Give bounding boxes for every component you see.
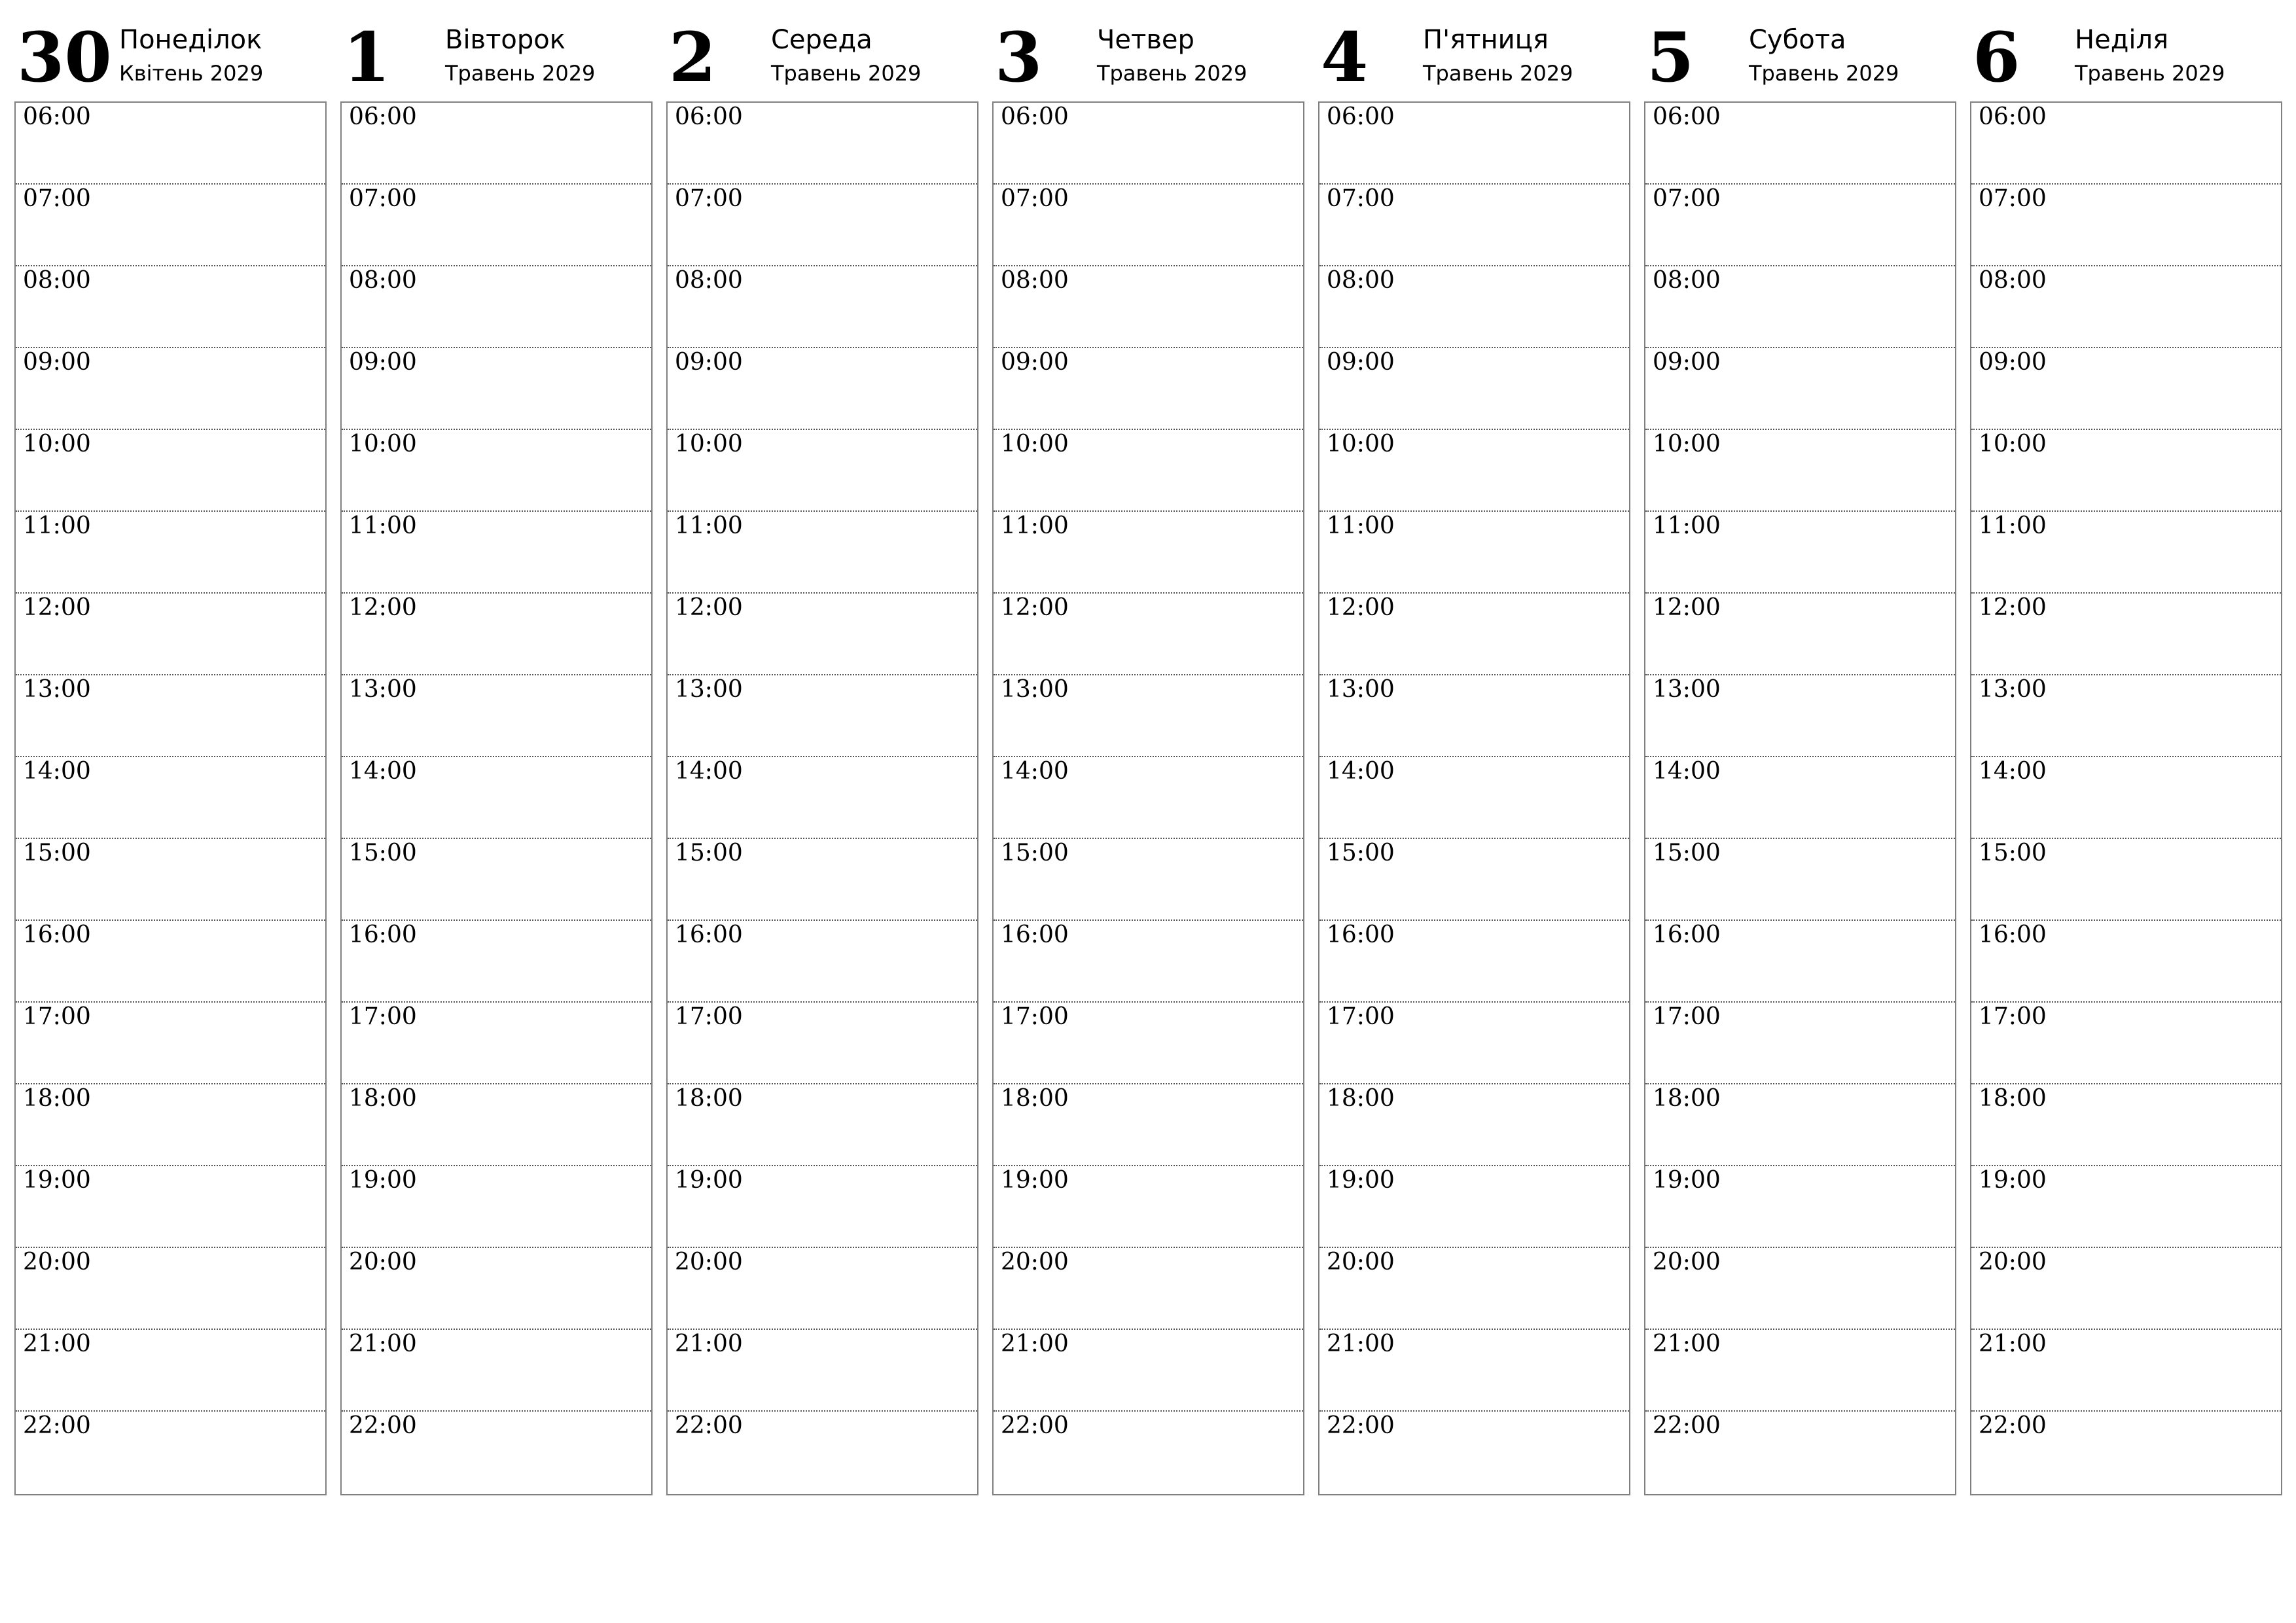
time-slot[interactable] — [1319, 1248, 1629, 1330]
time-slot[interactable] — [16, 103, 325, 185]
time-slot[interactable] — [668, 348, 977, 430]
day-name: Неділя — [2075, 25, 2169, 55]
time-label: 19:00 — [1653, 1167, 1721, 1194]
time-label: 13:00 — [23, 676, 91, 703]
time-label: 15:00 — [1653, 840, 1721, 866]
time-label: 09:00 — [1001, 349, 1069, 376]
time-label: 09:00 — [349, 349, 417, 376]
time-slot[interactable] — [668, 266, 977, 348]
time-slot[interactable] — [16, 675, 325, 757]
day-number: 1 — [343, 17, 391, 98]
time-slot[interactable] — [668, 839, 977, 921]
day-schedule-box — [666, 101, 978, 1495]
time-slot[interactable] — [1319, 757, 1629, 839]
time-label: 20:00 — [349, 1249, 417, 1275]
time-label: 12:00 — [1327, 594, 1395, 621]
time-slot[interactable] — [1971, 1412, 2281, 1493]
time-label: 12:00 — [23, 594, 91, 621]
time-label: 08:00 — [349, 267, 417, 294]
time-slot[interactable] — [1645, 1003, 1955, 1084]
time-label: 06:00 — [1979, 103, 2047, 130]
month-label: Травень 2029 — [2075, 61, 2225, 86]
time-slot[interactable] — [668, 1003, 977, 1084]
time-slot[interactable] — [16, 348, 325, 430]
day-header — [1318, 0, 1630, 101]
time-label: 10:00 — [349, 431, 417, 457]
time-label: 10:00 — [675, 431, 743, 457]
time-slot[interactable] — [16, 921, 325, 1003]
time-slot[interactable] — [1645, 1084, 1955, 1166]
time-slot[interactable] — [342, 103, 651, 185]
time-slot[interactable] — [1645, 1412, 1955, 1493]
time-label: 13:00 — [1979, 676, 2047, 703]
time-label: 07:00 — [1653, 185, 1721, 212]
time-label: 21:00 — [1327, 1330, 1395, 1357]
day-name: Середа — [771, 25, 872, 55]
time-label: 19:00 — [1979, 1167, 2047, 1194]
day-column — [1970, 0, 2282, 1499]
time-slot[interactable] — [16, 266, 325, 348]
time-slot[interactable] — [1645, 1248, 1955, 1330]
day-name: Субота — [1749, 25, 1846, 55]
time-label: 17:00 — [349, 1003, 417, 1030]
time-slot[interactable] — [1319, 1166, 1629, 1248]
time-label: 19:00 — [1327, 1167, 1395, 1194]
time-label: 10:00 — [1653, 431, 1721, 457]
time-label: 20:00 — [675, 1249, 743, 1275]
time-slot[interactable] — [16, 757, 325, 839]
time-label: 15:00 — [675, 840, 743, 866]
time-label: 14:00 — [675, 758, 743, 785]
time-label: 11:00 — [1327, 512, 1395, 539]
time-slot[interactable] — [16, 430, 325, 512]
time-slot[interactable] — [668, 594, 977, 675]
time-label: 14:00 — [1979, 758, 2047, 785]
time-slot[interactable] — [1971, 430, 2281, 512]
time-label: 09:00 — [1653, 349, 1721, 376]
time-slot[interactable] — [1971, 266, 2281, 348]
time-slot[interactable] — [1971, 594, 2281, 675]
time-label: 10:00 — [1001, 431, 1069, 457]
time-slot[interactable] — [1971, 348, 2281, 430]
time-slot[interactable] — [994, 1412, 1303, 1493]
time-label: 07:00 — [1001, 185, 1069, 212]
day-number: 2 — [669, 17, 717, 98]
time-slot[interactable] — [342, 921, 651, 1003]
time-label: 16:00 — [1001, 921, 1069, 948]
time-label: 22:00 — [1001, 1412, 1069, 1439]
day-header — [14, 0, 327, 101]
time-slot[interactable] — [1645, 757, 1955, 839]
time-label: 11:00 — [349, 512, 417, 539]
time-label: 22:00 — [23, 1412, 91, 1439]
day-name: Понеділок — [119, 25, 262, 55]
time-label: 07:00 — [23, 185, 91, 212]
time-label: 14:00 — [1653, 758, 1721, 785]
time-slot[interactable] — [16, 185, 325, 266]
time-slot[interactable] — [1319, 103, 1629, 185]
month-label: Травень 2029 — [1097, 61, 1247, 86]
time-label: 07:00 — [1979, 185, 2047, 212]
time-slot[interactable] — [668, 1248, 977, 1330]
time-slot[interactable] — [1645, 1330, 1955, 1412]
time-slot[interactable] — [668, 103, 977, 185]
time-slot[interactable] — [1645, 266, 1955, 348]
time-label: 22:00 — [1653, 1412, 1721, 1439]
time-slot[interactable] — [1971, 185, 2281, 266]
time-label: 12:00 — [1653, 594, 1721, 621]
time-slot[interactable] — [16, 512, 325, 594]
day-header — [666, 0, 978, 101]
time-label: 10:00 — [1327, 431, 1395, 457]
day-name: П'ятниця — [1423, 25, 1549, 55]
time-label: 18:00 — [1653, 1085, 1721, 1112]
time-label: 09:00 — [675, 349, 743, 376]
time-slot[interactable] — [668, 512, 977, 594]
time-label: 16:00 — [675, 921, 743, 948]
time-label: 16:00 — [1979, 921, 2047, 948]
time-slot[interactable] — [668, 1084, 977, 1166]
time-slot[interactable] — [1971, 1003, 2281, 1084]
month-label: Травень 2029 — [771, 61, 922, 86]
day-schedule-box — [340, 101, 653, 1495]
time-label: 18:00 — [1001, 1085, 1069, 1112]
time-label: 11:00 — [1653, 512, 1721, 539]
day-column — [340, 0, 653, 1499]
time-slot[interactable] — [1971, 839, 2281, 921]
time-slot[interactable] — [16, 839, 325, 921]
day-number: 30 — [17, 17, 112, 98]
time-slot[interactable] — [994, 348, 1303, 430]
time-slot[interactable] — [1319, 594, 1629, 675]
day-header — [1970, 0, 2282, 101]
time-label: 19:00 — [349, 1167, 417, 1194]
time-slot[interactable] — [1319, 675, 1629, 757]
time-label: 12:00 — [1001, 594, 1069, 621]
time-slot[interactable] — [1971, 103, 2281, 185]
time-slot[interactable] — [1971, 921, 2281, 1003]
time-slot[interactable] — [1645, 839, 1955, 921]
time-label: 15:00 — [1327, 840, 1395, 866]
time-slot[interactable] — [1971, 757, 2281, 839]
day-schedule-box — [14, 101, 327, 1495]
time-slot[interactable] — [342, 185, 651, 266]
time-slot[interactable] — [994, 594, 1303, 675]
time-slot[interactable] — [16, 1248, 325, 1330]
time-label: 19:00 — [675, 1167, 743, 1194]
time-label: 07:00 — [675, 185, 743, 212]
time-slot[interactable] — [668, 757, 977, 839]
time-slot[interactable] — [1645, 512, 1955, 594]
day-number: 6 — [1973, 17, 2020, 98]
time-label: 17:00 — [1001, 1003, 1069, 1030]
time-slot[interactable] — [16, 1412, 325, 1493]
time-label: 22:00 — [675, 1412, 743, 1439]
time-label: 18:00 — [349, 1085, 417, 1112]
time-slot[interactable] — [668, 1166, 977, 1248]
day-name: Вівторок — [445, 25, 565, 55]
time-slot[interactable] — [16, 1166, 325, 1248]
day-number: 3 — [995, 17, 1043, 98]
time-label: 14:00 — [349, 758, 417, 785]
time-label: 21:00 — [23, 1330, 91, 1357]
time-slot[interactable] — [994, 1248, 1303, 1330]
time-label: 20:00 — [1653, 1249, 1721, 1275]
time-slot[interactable] — [994, 1003, 1303, 1084]
time-label: 10:00 — [1979, 431, 2047, 457]
time-slot[interactable] — [342, 1084, 651, 1166]
time-slot[interactable] — [994, 1330, 1303, 1412]
time-label: 08:00 — [1327, 267, 1395, 294]
time-slot[interactable] — [342, 512, 651, 594]
time-label: 16:00 — [349, 921, 417, 948]
time-label: 16:00 — [1327, 921, 1395, 948]
day-column — [1318, 0, 1630, 1499]
time-label: 17:00 — [1653, 1003, 1721, 1030]
time-slot[interactable] — [668, 921, 977, 1003]
month-label: Квітень 2029 — [119, 61, 264, 86]
time-label: 17:00 — [1979, 1003, 2047, 1030]
time-label: 12:00 — [675, 594, 743, 621]
time-label: 22:00 — [1327, 1412, 1395, 1439]
time-slot[interactable] — [1319, 1003, 1629, 1084]
time-label: 13:00 — [675, 676, 743, 703]
time-label: 10:00 — [23, 431, 91, 457]
time-label: 14:00 — [1001, 758, 1069, 785]
time-label: 07:00 — [349, 185, 417, 212]
time-slot[interactable] — [342, 1330, 651, 1412]
time-label: 06:00 — [349, 103, 417, 130]
time-slot[interactable] — [1319, 839, 1629, 921]
day-number: 5 — [1647, 17, 1695, 98]
time-slot[interactable] — [994, 1166, 1303, 1248]
time-slot[interactable] — [1645, 185, 1955, 266]
time-slot[interactable] — [342, 348, 651, 430]
time-label: 11:00 — [1979, 512, 2047, 539]
day-number: 4 — [1321, 17, 1369, 98]
time-slot[interactable] — [1319, 430, 1629, 512]
time-label: 08:00 — [675, 267, 743, 294]
time-slot[interactable] — [342, 430, 651, 512]
day-name: Четвер — [1097, 25, 1194, 55]
time-slot[interactable] — [342, 757, 651, 839]
time-label: 14:00 — [23, 758, 91, 785]
time-slot[interactable] — [1645, 675, 1955, 757]
time-label: 13:00 — [1327, 676, 1395, 703]
time-label: 21:00 — [1653, 1330, 1721, 1357]
time-slot[interactable] — [1319, 266, 1629, 348]
day-column — [14, 0, 327, 1499]
time-label: 07:00 — [1327, 185, 1395, 212]
time-slot[interactable] — [1319, 348, 1629, 430]
time-slot[interactable] — [16, 1003, 325, 1084]
time-label: 11:00 — [23, 512, 91, 539]
time-slot[interactable] — [342, 1166, 651, 1248]
time-label: 08:00 — [1653, 267, 1721, 294]
time-label: 12:00 — [1979, 594, 2047, 621]
day-header — [1644, 0, 1956, 101]
time-label: 06:00 — [1653, 103, 1721, 130]
time-label: 11:00 — [675, 512, 743, 539]
time-slot[interactable] — [994, 839, 1303, 921]
time-label: 06:00 — [1327, 103, 1395, 130]
time-slot[interactable] — [994, 1084, 1303, 1166]
time-slot[interactable] — [1319, 1330, 1629, 1412]
time-label: 22:00 — [1979, 1412, 2047, 1439]
time-label: 18:00 — [675, 1085, 743, 1112]
month-label: Травень 2029 — [1423, 61, 1573, 86]
day-header — [340, 0, 653, 101]
time-slot[interactable] — [1645, 348, 1955, 430]
time-slot[interactable] — [342, 594, 651, 675]
time-label: 13:00 — [1653, 676, 1721, 703]
time-slot[interactable] — [1971, 1084, 2281, 1166]
time-slot[interactable] — [1645, 103, 1955, 185]
month-label: Травень 2029 — [1749, 61, 1899, 86]
time-label: 13:00 — [349, 676, 417, 703]
time-slot[interactable] — [1319, 921, 1629, 1003]
time-slot[interactable] — [342, 1248, 651, 1330]
time-slot[interactable] — [16, 1084, 325, 1166]
time-slot[interactable] — [1319, 1412, 1629, 1493]
time-slot[interactable] — [1319, 512, 1629, 594]
time-slot[interactable] — [994, 757, 1303, 839]
time-slot[interactable] — [994, 266, 1303, 348]
time-label: 09:00 — [1979, 349, 2047, 376]
time-label: 15:00 — [349, 840, 417, 866]
time-slot[interactable] — [1971, 1330, 2281, 1412]
day-header — [992, 0, 1304, 101]
time-label: 18:00 — [23, 1085, 91, 1112]
time-label: 21:00 — [1001, 1330, 1069, 1357]
time-slot[interactable] — [1319, 1084, 1629, 1166]
time-label: 21:00 — [1979, 1330, 2047, 1357]
time-slot[interactable] — [1971, 512, 2281, 594]
time-label: 19:00 — [1001, 1167, 1069, 1194]
day-column — [1644, 0, 1956, 1499]
time-label: 21:00 — [349, 1330, 417, 1357]
time-slot[interactable] — [994, 430, 1303, 512]
time-slot[interactable] — [668, 430, 977, 512]
time-slot[interactable] — [1645, 921, 1955, 1003]
time-slot[interactable] — [994, 185, 1303, 266]
time-label: 18:00 — [1327, 1085, 1395, 1112]
time-label: 15:00 — [1001, 840, 1069, 866]
time-label: 20:00 — [23, 1249, 91, 1275]
time-slot[interactable] — [342, 1412, 651, 1493]
time-slot[interactable] — [1971, 1166, 2281, 1248]
time-label: 15:00 — [23, 840, 91, 866]
time-slot[interactable] — [668, 1412, 977, 1493]
time-label: 16:00 — [1653, 921, 1721, 948]
time-slot[interactable] — [668, 1330, 977, 1412]
time-slot[interactable] — [668, 185, 977, 266]
time-slot[interactable] — [994, 921, 1303, 1003]
time-label: 17:00 — [23, 1003, 91, 1030]
day-schedule-box — [1644, 101, 1956, 1495]
time-label: 06:00 — [23, 103, 91, 130]
time-slot[interactable] — [1971, 1248, 2281, 1330]
time-slot[interactable] — [668, 675, 977, 757]
month-label: Травень 2029 — [445, 61, 596, 86]
time-label: 16:00 — [23, 921, 91, 948]
time-label: 09:00 — [23, 349, 91, 376]
time-slot[interactable] — [342, 266, 651, 348]
day-schedule-box — [992, 101, 1304, 1495]
time-label: 08:00 — [1001, 267, 1069, 294]
time-slot[interactable] — [342, 675, 651, 757]
time-label: 15:00 — [1979, 840, 2047, 866]
time-slot[interactable] — [16, 594, 325, 675]
time-slot[interactable] — [342, 839, 651, 921]
time-label: 11:00 — [1001, 512, 1069, 539]
time-label: 14:00 — [1327, 758, 1395, 785]
time-label: 21:00 — [675, 1330, 743, 1357]
day-schedule-box — [1318, 101, 1630, 1495]
time-slot[interactable] — [994, 103, 1303, 185]
time-label: 13:00 — [1001, 676, 1069, 703]
time-label: 08:00 — [23, 267, 91, 294]
day-column — [666, 0, 978, 1499]
time-slot[interactable] — [1971, 675, 2281, 757]
time-label: 20:00 — [1001, 1249, 1069, 1275]
time-slot[interactable] — [994, 512, 1303, 594]
time-slot[interactable] — [342, 1003, 651, 1084]
time-label: 17:00 — [1327, 1003, 1395, 1030]
day-column — [992, 0, 1304, 1499]
time-label: 12:00 — [349, 594, 417, 621]
time-slot[interactable] — [1645, 430, 1955, 512]
time-label: 08:00 — [1979, 267, 2047, 294]
time-slot[interactable] — [994, 675, 1303, 757]
time-slot[interactable] — [1645, 1166, 1955, 1248]
time-label: 06:00 — [1001, 103, 1069, 130]
time-label: 20:00 — [1979, 1249, 2047, 1275]
time-slot[interactable] — [1645, 594, 1955, 675]
time-slot[interactable] — [16, 1330, 325, 1412]
time-label: 06:00 — [675, 103, 743, 130]
time-label: 20:00 — [1327, 1249, 1395, 1275]
day-schedule-box — [1970, 101, 2282, 1495]
time-label: 09:00 — [1327, 349, 1395, 376]
time-slot[interactable] — [1319, 185, 1629, 266]
time-label: 19:00 — [23, 1167, 91, 1194]
time-label: 17:00 — [675, 1003, 743, 1030]
weekly-planner — [14, 0, 2284, 1499]
time-label: 18:00 — [1979, 1085, 2047, 1112]
time-label: 22:00 — [349, 1412, 417, 1439]
